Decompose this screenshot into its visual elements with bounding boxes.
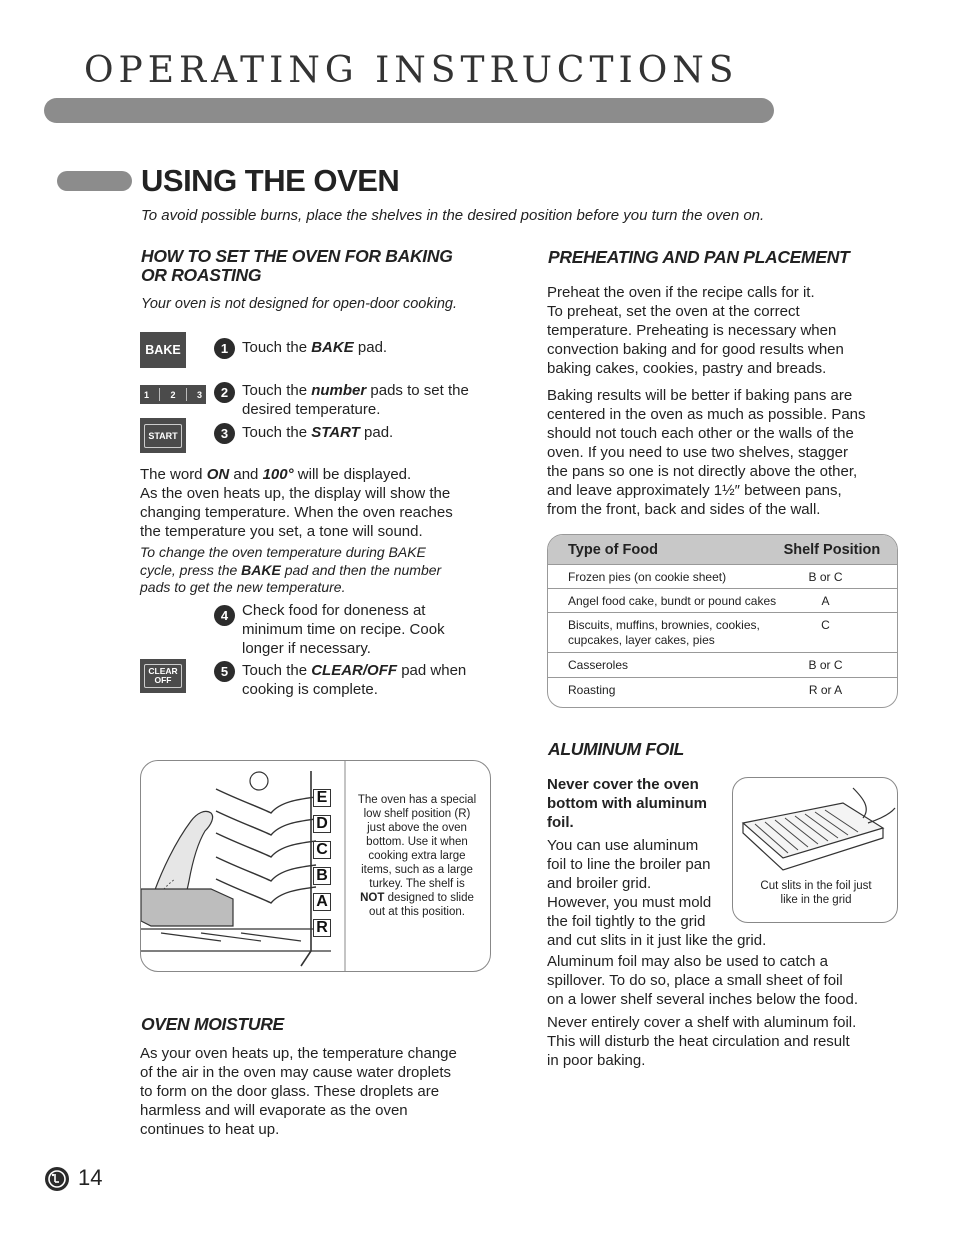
section-title: USING THE OVEN [141,163,400,198]
shelf-figure-caption: The oven has a special low shelf position (R) just above the oven bottom. Use it when cooking extra large items, such as a large turkey. The shelf is NOT designed to slide out at this position. [357,794,477,918]
table-row: Roasting R or A [548,677,897,707]
page-number: 14 [78,1165,103,1190]
table-row: Frozen pies (on cookie sheet) B or C [548,564,897,588]
bake-key: BAKE [140,332,186,368]
foil-warning: Never cover the oven bottom with aluminum foil. [547,776,707,831]
shelf-label: D [313,815,331,833]
display-paragraph: The word ON and 100° will be displayed. As the oven heats up, the display will show the changing temperature. When the oven reaches the temperature you set, a tone will sound. [140,466,453,540]
step-2-marker: 2 [214,382,235,403]
change-temp-note: To change the oven temperature during BAKE cycle, press the BAKE pad and then the number pads to get the new temperature. [140,544,442,595]
preheat-heading: PREHEATING AND PAN PLACEMENT [548,247,850,267]
table-row: Angel food cake, bundt or pound cakes A [548,588,897,612]
baking-note: Your oven is not designed for open-door cooking. [141,296,457,312]
foil-heading: ALUMINUM FOIL [548,739,685,759]
lg-logo-icon [44,1166,70,1192]
section-intro: To avoid possible burns, place the shelves in the desired position before you turn the oven on. [141,207,765,224]
step-5-marker: 5 [214,661,235,682]
foil-paragraph-2: Aluminum foil may also be used to catch a spillover. To do so, place a small sheet of foil on a lower shelf several inches below the food. [547,953,859,1008]
number-keys: 1 2 3 [140,385,206,404]
step-3-text: Touch the START pad. [242,424,394,441]
shelf-label: A [313,893,331,911]
header-bar [44,98,774,123]
shelf-label: E [313,789,331,807]
shelf-position-table [547,534,898,708]
step-1-text: Touch the BAKE pad. [242,339,388,356]
start-key: START [140,418,186,453]
table-row: Casseroles B or C [548,652,897,677]
shelf-letters [313,789,331,937]
table-row: Biscuits, muffins, brownies, cookies, cupcakes, layer cakes, pies C [548,612,897,652]
foil-figure [732,777,898,923]
shelf-label: R [313,919,331,937]
foil-paragraph-3: Never entirely cover a shelf with aluminum foil. This will disturb the heat circulation and result in poor baking. [547,1014,857,1069]
shelf-label: C [313,841,331,859]
step-4-text: Check food for doneness at minimum time on recipe. Cook longer if necessary. [242,602,445,657]
clear-off-key: CLEAR OFF [140,659,186,693]
baking-heading: HOW TO SET THE OVEN FOR BAKING OR ROASTING [141,246,453,285]
step-1-marker: 1 [214,338,235,359]
step-4-marker: 4 [214,605,235,626]
foil-figure-caption: Cut slits in the foil just like in the grid [760,880,872,906]
preheat-paragraph-2: Baking results will be better if baking pans are centered in the oven as much as possible. Pans should not touch each other or the walls of the oven. If you need to use two shelves, stagger the pans so one is not directly above the other, and leave approximately 1½″ between pans, from the front, back and sides of the wall. [547,387,866,518]
step-5-text: Touch the CLEAR/OFF pad when cooking is complete. [242,662,467,698]
section-pill [57,171,132,191]
moisture-heading: OVEN MOISTURE [141,1014,284,1034]
foil-paragraph-1: You can use aluminum foil to line the broiler pan and broiler grid. However, you must mold the foil tightly to the grid and cut slits in it just like the grid. [547,837,767,949]
table-header-position: Shelf Position [783,541,881,558]
step-3-marker: 3 [214,423,235,444]
table-header-food: Type of Food [568,541,658,558]
page-header-title: OPERATING INSTRUCTIONS [84,50,739,91]
shelf-label: B [313,867,331,885]
shelf-position-figure [140,760,491,972]
table-header-row [548,535,897,564]
step-2-text: Touch the number pads to set the desired temperature. [242,382,469,418]
moisture-paragraph: As your oven heats up, the temperature change of the air in the oven may cause water droplets to form on the door glass. These droplets are harmless and will evaporate as the oven continues to heat up. [140,1045,457,1138]
preheat-paragraph-1: Preheat the oven if the recipe calls for it. To preheat, set the oven at the correct temperature. Preheating is necessary when convection baking and for good results when baking cakes, cookies, pastry and breads. [547,284,844,377]
